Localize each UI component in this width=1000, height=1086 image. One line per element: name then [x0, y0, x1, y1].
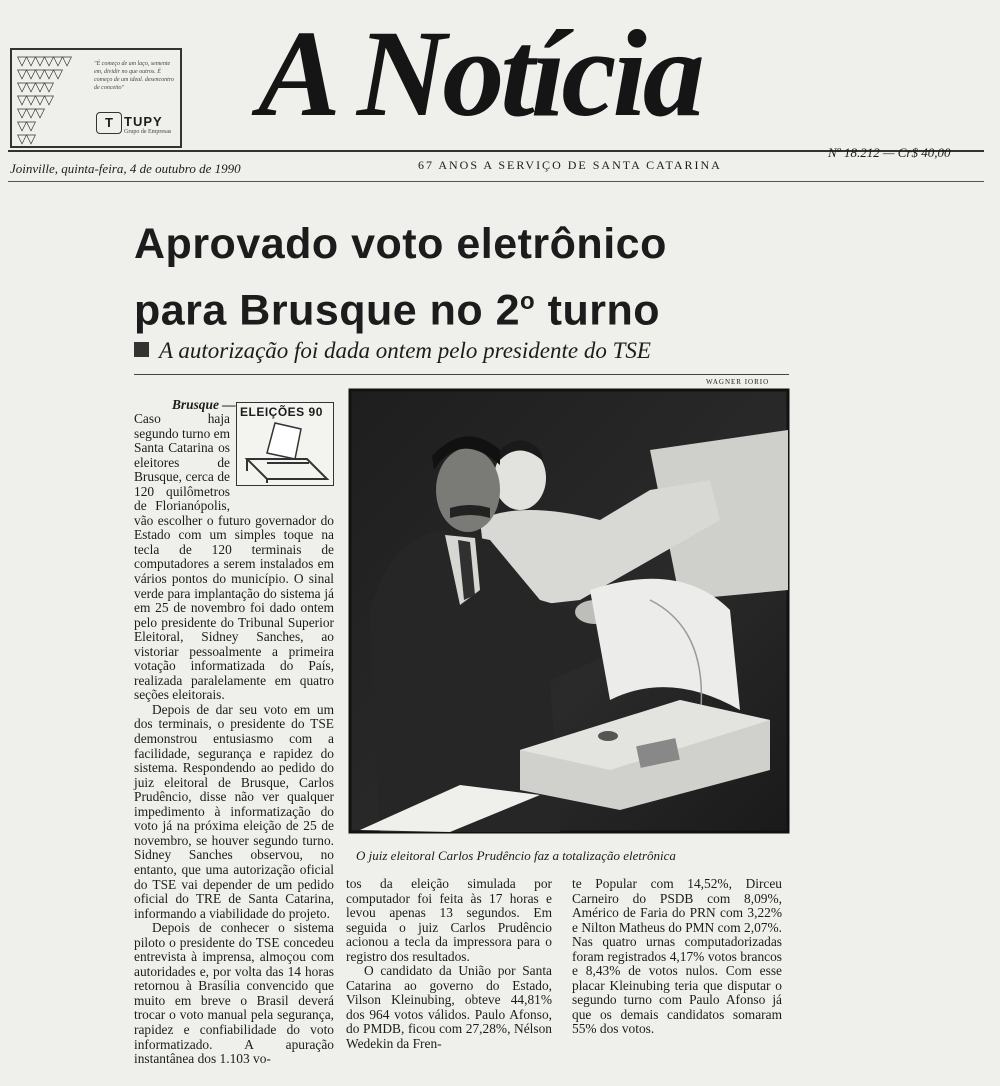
- headline-line-1: Aprovado voto eletrônico: [134, 220, 667, 268]
- subheadline: [134, 338, 651, 364]
- photo-caption: O juiz eleitoral Carlos Prudêncio faz a totalização eletrônica: [356, 848, 676, 863]
- column-2-para-2: O candidato da União por Santa Catarina ao governo do Estado, Vilson Kleinubing, obteve 44,81% dos 964 votos válidos. Paulo Afonso, do PMDB, ficou com 27,28%, Nélson Wedekin da Fren-: [346, 963, 552, 1052]
- newspaper-title: A Notícia: [258, 5, 701, 142]
- column-3-para-1: te Popular com 14,52%, Dirceu Carneiro do PSDB com 8,09%, Américo de Faria do PRN com 3,22% e Nilton Matheus do PMN com 2,07%. Nas quatro urnas computadorizadas foram registrados 4,17% votos brancos e 8,43% de votos nulos. Com esse placar Kleinubing teria que disputar o segundo turno com Paulo Afonso já que os demais candidatos somaram 55% dos votos.: [572, 876, 782, 1037]
- column-2: [346, 877, 552, 1052]
- triangle-pattern-icon: ▽▽▽▽▽▽ ▽▽▽▽▽ ▽▽▽▽ ▽▽▽▽ ▽▽▽ ▽▽ ▽▽: [17, 53, 71, 146]
- ad-brand: TUPY: [124, 114, 163, 129]
- headline-line-2: [134, 273, 784, 339]
- column-3: [572, 877, 782, 1037]
- column-1-para-1: Caso haja segundo turno em Santa Catarina os eleitores de Brusque, cerca de 120 quilômetros de Florianópolis, vão escolher o futuro governador do Estado com um simples toque na tecla de 120 terminais de computadores a serem instalados em vários pontos do município. O sinal verde para implantação do sistema já em 25 de novembro foi dado ontem pelo presidente do Tribunal Superior Eleitoral, Sidney Sanches, ao vistoriar pessoalmente a primeira votação informatizada do País, realizada paralelamente em quatro seções eleitorais.: [134, 411, 334, 703]
- kicker: Brusque —: [172, 397, 236, 412]
- subheadline-text: A autorização foi dada ontem pelo presidente do TSE: [159, 338, 651, 363]
- motto: 67 ANOS A SERVIÇO DE SANTA CATARINA: [418, 158, 722, 172]
- box-spacer: [230, 412, 334, 500]
- column-1: [134, 411, 334, 1067]
- dateline: Joinville, quinta-feira, 4 de outubro de 1990: [10, 161, 241, 176]
- headline-line-2-end: turno: [535, 286, 661, 335]
- column-1-para-3: Depois de conhecer o sistema piloto o presidente do TSE concedeu entrevista à imprensa, almoçou com autoridades e, por volta das 14 horas retornou à Brasília convencido que muito em breve o Brasil deverá trocar o voto manual pela segurança, rapidez e confiabilidade do voto informatizado. A apuração instantânea dos 1.103 vo-: [134, 920, 334, 1067]
- column-1-para-2: Depois de dar seu voto em um dos terminais, o presidente do TSE demonstrou entusiasmo com a facilidade, segurança e rapidez do sistema. Respondendo ao pedido do juiz eleitoral de Brusque, Carlos Prudêncio, disse não ver qualquer impedimento à informatização do voto já na próxima eleição de 25 de novembro, se houver segundo turno. Sidney Sanches observou, no entanto, que uma autorização oficial do TSE vai depender de um pedido oficial do TRE de Santa Catarina, informando a viabilidade do projeto.: [134, 701, 334, 921]
- edition-info: Nº 18.212 — Cr$ 40,00: [828, 145, 951, 160]
- headline: [134, 215, 784, 339]
- bullet-square-icon: [134, 342, 149, 357]
- article-photo: [350, 390, 788, 832]
- deck-rule: [134, 374, 789, 375]
- tupy-logo-icon: T: [96, 112, 122, 134]
- tupy-advertisement: [10, 48, 182, 148]
- photo-credit: WAGNER IORIO: [706, 378, 770, 386]
- headline-line-2-text: para Brusque no 2: [134, 286, 521, 335]
- headline-ordinal: o: [520, 288, 536, 315]
- elections-box-title: ELEIÇÕES 90: [240, 405, 323, 419]
- masthead-bottom-rule: [8, 181, 984, 182]
- column-2-para-1: tos da eleição simulada por computador foi feita às 17 horas e levou apenas 13 segundos. Em seguida o juiz Carlos Prudêncio acionou a tecla da impressora para o registro dos resultados.: [346, 876, 552, 964]
- ad-slogan: "É começo de um laço, semente em, dividir no que outros. É começo de um ideal. desencontro de conceito": [94, 61, 174, 91]
- ad-subtitle: Grupo de Empresas: [124, 129, 172, 135]
